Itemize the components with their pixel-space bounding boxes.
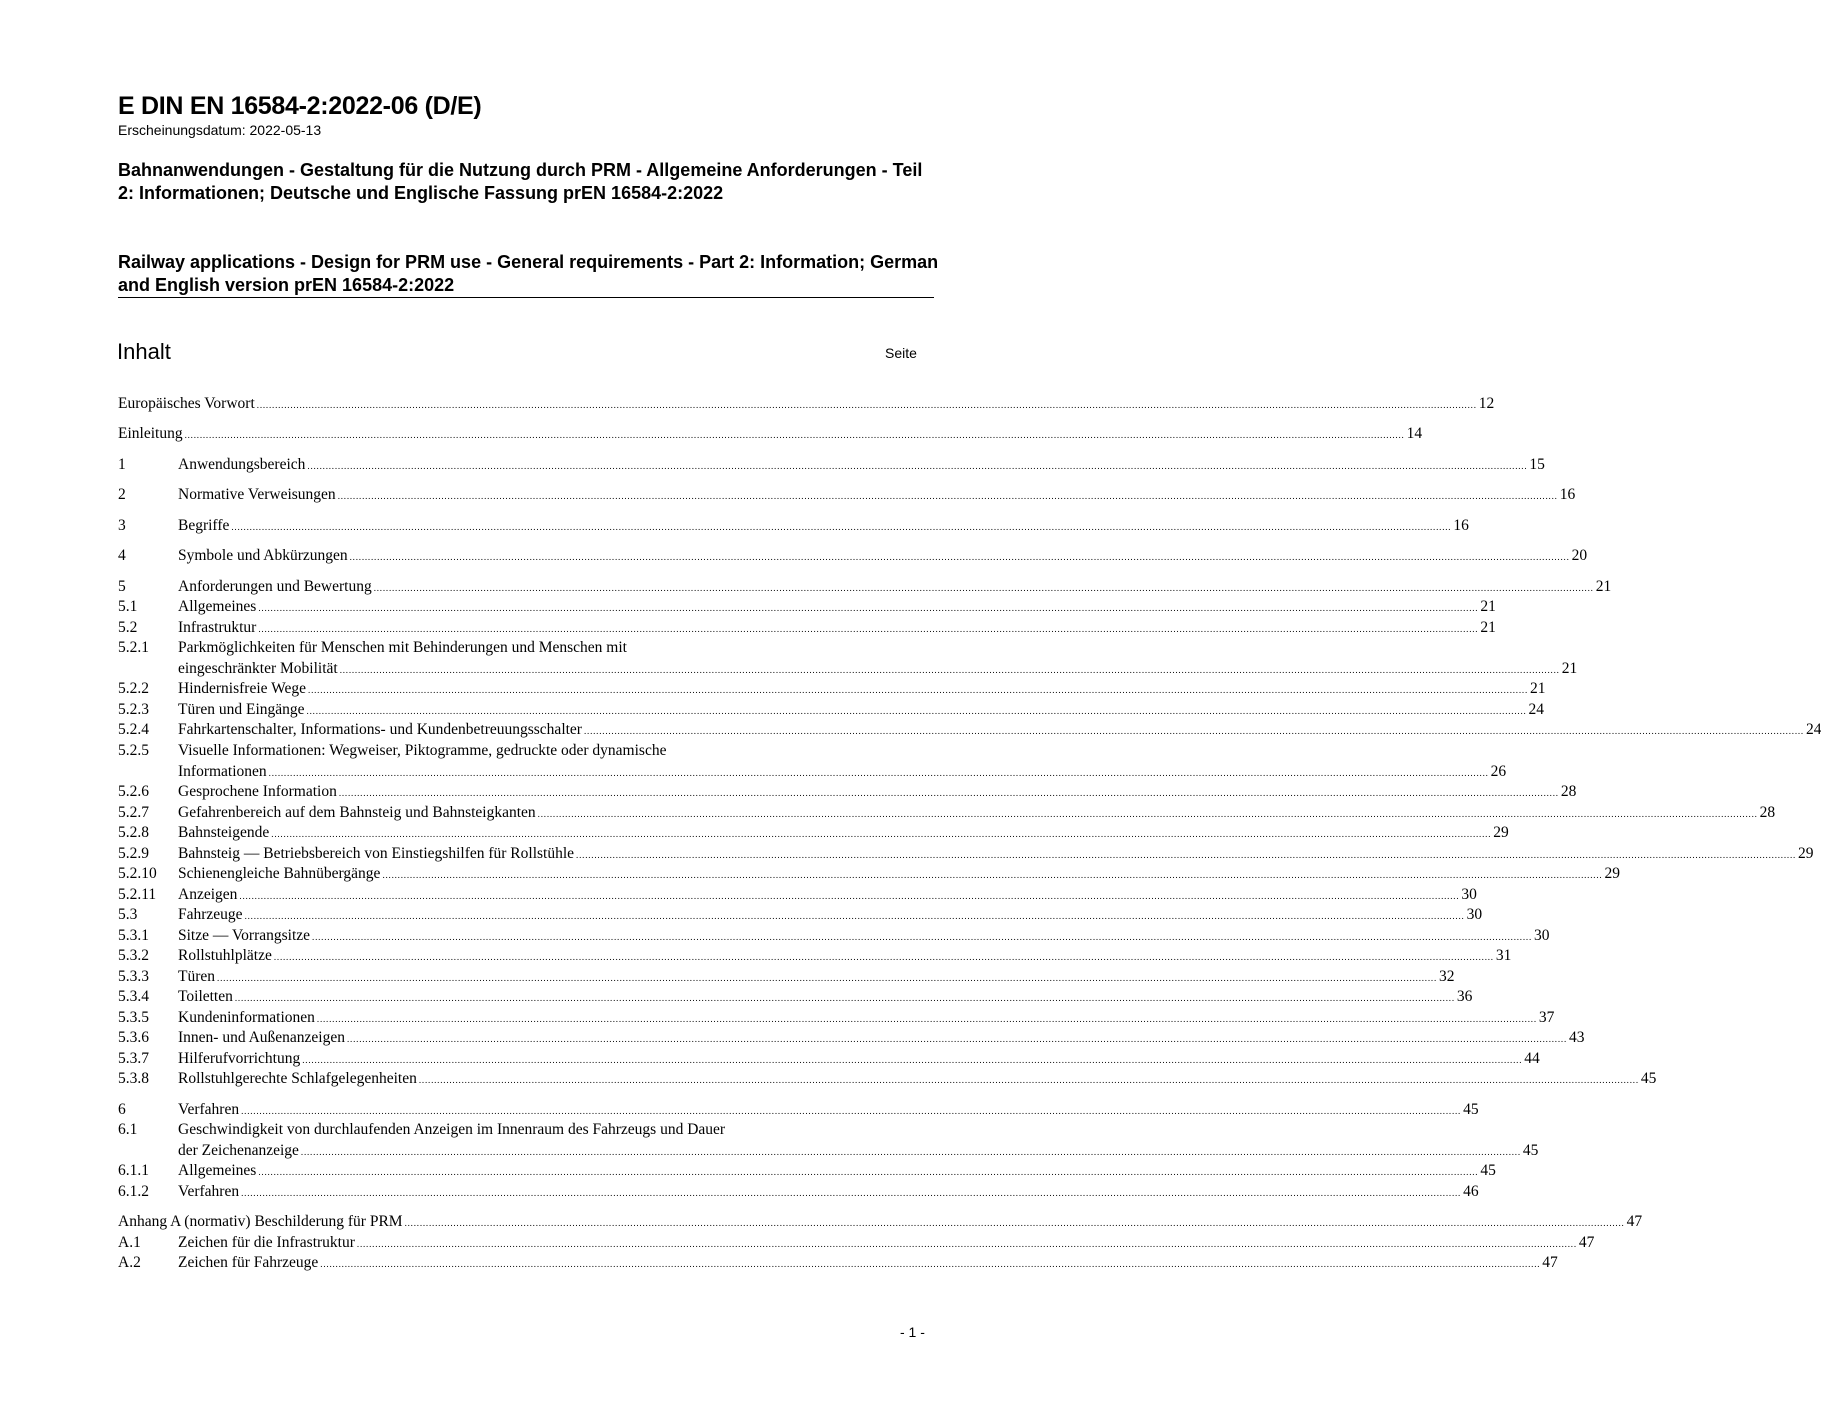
toc-entry[interactable] xyxy=(118,546,1588,567)
toc-entry-number: 5.2.2 xyxy=(118,680,149,697)
title-english: Railway applications - Design for PRM use - General requirements - Part 2: Information; German and English version prEN 16584-2:2022 xyxy=(118,252,939,295)
toc-entry-title: Visuelle Informationen: Wegweiser, Piktogramme, gedruckte oder dynamische xyxy=(178,742,667,759)
toc-entry-number: 1 xyxy=(118,456,126,473)
toc-entry-number: 5.3.7 xyxy=(118,1050,149,1067)
toc-entry-title: Allgemeines xyxy=(178,1162,257,1179)
toc-dot-leader: ................................................................................................................................................................................................................................................................................................................................................................................................................ xyxy=(316,1014,1537,1024)
toc-entry-number: 5.2.4 xyxy=(118,721,149,738)
toc-entry[interactable] xyxy=(118,455,1545,476)
toc-entry-title: Europäisches Vorwort xyxy=(118,395,255,412)
toc-entry-page: 31 xyxy=(1495,947,1512,964)
toc-entry[interactable] xyxy=(118,926,1550,947)
toc-dot-leader: ................................................................................................................................................................................................................................................................................................................................................................................................................ xyxy=(258,603,1479,613)
toc-entry[interactable] xyxy=(118,1212,1643,1233)
toc-entry-title: Anforderungen und Bewertung xyxy=(178,578,372,595)
toc-entry[interactable] xyxy=(118,1253,1558,1274)
toc-entry[interactable] xyxy=(118,946,1512,967)
document-id: E DIN EN 16584-2:2022-06 (D/E) xyxy=(118,92,482,120)
toc-entry[interactable] xyxy=(118,1008,1555,1029)
toc-entry-page: 21 xyxy=(1480,619,1496,636)
toc-entry-title: Anzeigen xyxy=(178,886,238,903)
toc-entry-number: 5.1 xyxy=(118,598,138,615)
toc-entry-page: 30 xyxy=(1461,886,1477,903)
toc-dot-leader: ................................................................................................................................................................................................................................................................................................................................................................................................................ xyxy=(338,788,1559,798)
toc-entry[interactable] xyxy=(118,577,1612,598)
toc-entry-number: 4 xyxy=(118,547,126,564)
toc-entry-page: 26 xyxy=(1490,762,1507,780)
publication-date: Erscheinungsdatum: 2022-05-13 xyxy=(118,122,322,138)
toc-entry[interactable] xyxy=(118,1028,1585,1049)
toc-entry-page: 16 xyxy=(1559,486,1576,503)
toc-entry[interactable] xyxy=(118,967,1455,988)
toc-heading: Inhalt xyxy=(117,339,171,364)
toc-entry[interactable] xyxy=(118,885,1477,906)
toc-entry-page: 30 xyxy=(1534,927,1550,944)
toc-entry-page: 45 xyxy=(1463,1101,1479,1118)
toc-entry[interactable] xyxy=(118,1182,1479,1203)
toc-dot-leader: ................................................................................................................................................................................................................................................................................................................................................................................................................ xyxy=(312,932,1533,942)
toc-entry-title: Schienengleiche Bahnübergänge xyxy=(178,865,381,882)
toc-entry-page: 36 xyxy=(1456,988,1473,1005)
toc-entry-page: 21 xyxy=(1595,578,1612,595)
toc-dot-leader: ................................................................................................................................................................................................................................................................................................................................................................................................................ xyxy=(339,664,1560,675)
toc-entry-title: Türen xyxy=(178,968,216,985)
toc-dot-leader: ................................................................................................................................................................................................................................................................................................................................................................................................................ xyxy=(231,522,1452,532)
toc-entry-page: 28 xyxy=(1560,783,1577,800)
toc-entry[interactable] xyxy=(118,700,1545,721)
toc-entry-number: 5.2.10 xyxy=(118,865,157,882)
toc-entry[interactable] xyxy=(118,864,1620,885)
toc-dot-leader: ................................................................................................................................................................................................................................................................................................................................................................................................................ xyxy=(302,1055,1523,1065)
toc-entry-page: 47 xyxy=(1578,1234,1595,1251)
toc-entry-title: Verfahren xyxy=(178,1101,240,1118)
toc-entry-page: 47 xyxy=(1626,1213,1643,1230)
toc-entry-page: 24 xyxy=(1805,721,1821,738)
toc-dot-leader: ................................................................................................................................................................................................................................................................................................................................................................................................................ xyxy=(241,1188,1462,1198)
toc-dot-leader: ................................................................................................................................................................................................................................................................................................................................................................................................................ xyxy=(356,1239,1577,1249)
toc-entry-number: 5.3.2 xyxy=(118,947,149,964)
toc-entry-number: 5.3.8 xyxy=(118,1070,149,1087)
toc-dot-leader: ................................................................................................................................................................................................................................................................................................................................................................................................................ xyxy=(382,870,1603,880)
toc-entry[interactable] xyxy=(118,1069,1657,1090)
toc-entry-page: 45 xyxy=(1640,1070,1657,1087)
toc-entry-title-continuation: eingeschränkter Mobilität xyxy=(178,659,338,677)
toc-entry-title: Gefahrenbereich auf dem Bahnsteig und Bahnsteigkanten xyxy=(178,804,536,821)
toc-dot-leader: ................................................................................................................................................................................................................................................................................................................................................................................................................ xyxy=(320,1259,1541,1269)
toc-dot-leader: ................................................................................................................................................................................................................................................................................................................................................................................................................ xyxy=(244,911,1465,921)
toc-entry-title: Verfahren xyxy=(178,1183,240,1200)
toc-entry-page: 28 xyxy=(1759,804,1776,821)
toc-entry-title: Toiletten xyxy=(178,988,233,1005)
toc-entry-page: 47 xyxy=(1542,1254,1558,1271)
toc-entry-number: A.2 xyxy=(118,1254,141,1271)
toc-entry[interactable] xyxy=(118,597,1496,618)
toc-entry[interactable] xyxy=(118,424,1423,445)
toc-entry-page: 24 xyxy=(1528,701,1545,718)
toc-entry-title: Zeichen für Fahrzeuge xyxy=(178,1254,319,1271)
toc-entry-number: 2 xyxy=(118,486,126,503)
toc-entry[interactable] xyxy=(118,1161,1496,1182)
toc-entry-title: Normative Verweisungen xyxy=(178,486,336,503)
toc-entry-number: 5.2.5 xyxy=(118,742,149,759)
toc-entry-title: Begriffe xyxy=(178,517,230,534)
toc-entry-title-continuation: Informationen xyxy=(178,762,267,780)
toc-entry-page: 45 xyxy=(1522,1141,1539,1159)
toc-dot-leader: ................................................................................................................................................................................................................................................................................................................................................................................................................ xyxy=(271,829,1492,839)
toc-entry-title: Rollstuhlplätze xyxy=(178,947,272,964)
toc-dot-leader: ................................................................................................................................................................................................................................................................................................................................................................................................................ xyxy=(217,973,1438,983)
toc-dot-leader: ................................................................................................................................................................................................................................................................................................................................................................................................................ xyxy=(347,1034,1567,1044)
toc-entry[interactable] xyxy=(118,987,1473,1008)
toc-dot-leader: ................................................................................................................................................................................................................................................................................................................................................................................................................ xyxy=(234,993,1455,1003)
toc-entry-page: 29 xyxy=(1798,845,1814,862)
toc-entry-title: Einleitung xyxy=(118,425,183,442)
toc-dot-leader: ................................................................................................................................................................................................................................................................................................................................................................................................................ xyxy=(268,767,1489,778)
toc-entry-title: Infrastruktur xyxy=(178,619,257,636)
toc-entry[interactable] xyxy=(118,394,1495,415)
toc-entry-page: 29 xyxy=(1604,865,1620,882)
toc-entry[interactable] xyxy=(118,679,1546,700)
title-german: Bahnanwendungen - Gestaltung für die Nutzung durch PRM - Allgemeine Anforderungen - Teil 2: Informationen; Deutsche und Englische Fassung prEN 16584-2:2022 xyxy=(118,160,923,203)
toc-entry-number: 3 xyxy=(118,517,126,534)
toc-dot-leader: ................................................................................................................................................................................................................................................................................................................................................................................................................ xyxy=(308,685,1529,695)
toc-entry-number: 5.2.3 xyxy=(118,701,149,718)
toc-entry-number: 5.3.6 xyxy=(118,1029,149,1046)
toc-entry-page: 20 xyxy=(1571,547,1588,564)
toc-entry-page: 43 xyxy=(1569,1029,1585,1046)
toc-dot-leader: ................................................................................................................................................................................................................................................................................................................................................................................................................ xyxy=(256,400,1477,410)
toc-dot-leader: ................................................................................................................................................................................................................................................................................................................................................................................................................ xyxy=(576,850,1797,860)
header-rule xyxy=(118,297,934,298)
toc-entry-page: 32 xyxy=(1439,968,1455,985)
toc-dot-leader: ................................................................................................................................................................................................................................................................................................................................................................................................................ xyxy=(300,1146,1521,1157)
toc-entry-title: Innen- und Außenanzeigen xyxy=(178,1029,345,1046)
toc-entry-number: 5.2.8 xyxy=(118,824,149,841)
toc-entry-title: Kundeninformationen xyxy=(178,1009,315,1026)
toc-dot-leader: ................................................................................................................................................................................................................................................................................................................................................................................................................ xyxy=(537,809,1758,819)
toc-entry[interactable] xyxy=(118,1120,1539,1161)
toc-entry-title: Fahrkartenschalter, Informations- und Kundenbetreuungsschalter xyxy=(178,721,582,738)
toc-entry-number: 5.3.5 xyxy=(118,1009,149,1026)
toc-entry-title: Anhang A (normativ) Beschilderung für PRM xyxy=(118,1213,403,1230)
toc-dot-leader: ................................................................................................................................................................................................................................................................................................................................................................................................................ xyxy=(337,491,1558,501)
toc-entry-number: 6.1.2 xyxy=(118,1183,149,1200)
toc-entry-number: 5.2.1 xyxy=(118,639,149,656)
toc-entry-page: 21 xyxy=(1530,680,1546,697)
toc-dot-leader: ................................................................................................................................................................................................................................................................................................................................................................................................................ xyxy=(583,726,1804,736)
toc-dot-leader: ................................................................................................................................................................................................................................................................................................................................................................................................................ xyxy=(418,1075,1639,1085)
toc-entry-number: A.1 xyxy=(118,1234,141,1251)
toc-entry-title: Zeichen für die Infrastruktur xyxy=(178,1234,355,1251)
toc-entry-number: 5.2.9 xyxy=(118,845,149,862)
toc-entry[interactable] xyxy=(118,823,1509,844)
toc-entry-title: Gesprochene Information xyxy=(178,783,337,800)
toc-entry-page: 45 xyxy=(1480,1162,1496,1179)
toc-entry-title: Bahnsteig — Betriebsbereich von Einstiegshilfen für Rollstühle xyxy=(178,845,575,862)
toc-entry[interactable] xyxy=(118,1100,1479,1121)
toc-entry-title: Parkmöglichkeiten für Menschen mit Behinderungen und Menschen mit xyxy=(178,639,627,656)
toc-entry[interactable] xyxy=(118,516,1469,537)
toc-entry-number: 5.2.7 xyxy=(118,804,149,821)
toc-entry-page: 44 xyxy=(1524,1050,1540,1067)
toc-entry-title: Hilferufvorrichtung xyxy=(178,1050,301,1067)
toc-entry[interactable] xyxy=(118,905,1483,926)
toc-entry-number: 5.3.1 xyxy=(118,927,149,944)
toc-entry-number: 6 xyxy=(118,1101,126,1118)
toc-entry-number: 5 xyxy=(118,578,126,595)
toc-entry-title: Bahnsteigende xyxy=(178,824,270,841)
toc-dot-leader: ................................................................................................................................................................................................................................................................................................................................................................................................................ xyxy=(273,952,1494,962)
toc-entry-page: 21 xyxy=(1561,659,1578,677)
toc-page-label: Seite xyxy=(885,345,917,361)
toc-entry-page: 29 xyxy=(1493,824,1509,841)
toc-entry-title: Allgemeines xyxy=(178,598,257,615)
toc-dot-leader: ................................................................................................................................................................................................................................................................................................................................................................................................................ xyxy=(404,1218,1625,1228)
toc-entry-title: Rollstuhlgerechte Schlafgelegenheiten xyxy=(178,1070,417,1087)
toc-entry[interactable] xyxy=(118,844,1814,865)
page-number: - 1 - xyxy=(900,1324,925,1340)
toc-entry-page: 16 xyxy=(1453,517,1469,534)
toc-entry-title: Geschwindigkeit von durchlaufenden Anzeigen im Innenraum des Fahrzeugs und Dauer xyxy=(178,1121,726,1138)
toc-dot-leader: ................................................................................................................................................................................................................................................................................................................................................................................................................ xyxy=(239,891,1460,901)
toc-dot-leader: ................................................................................................................................................................................................................................................................................................................................................................................................................ xyxy=(306,706,1527,716)
toc-entry-number: 6.1 xyxy=(118,1121,138,1138)
toc-dot-leader: ................................................................................................................................................................................................................................................................................................................................................................................................................ xyxy=(373,583,1594,593)
toc-dot-leader: ................................................................................................................................................................................................................................................................................................................................................................................................................ xyxy=(307,461,1528,471)
toc-entry-number: 6.1.1 xyxy=(118,1162,149,1179)
toc-entry[interactable] xyxy=(118,1049,1540,1070)
toc-entry-number: 5.2.11 xyxy=(118,886,157,903)
toc-entry-page: 12 xyxy=(1478,395,1495,412)
toc-entry-page: 21 xyxy=(1480,598,1496,615)
toc-dot-leader: ................................................................................................................................................................................................................................................................................................................................................................................................................ xyxy=(241,1106,1462,1116)
toc-entry-title: Hindernisfreie Wege xyxy=(178,680,307,697)
toc-entry[interactable] xyxy=(118,618,1496,639)
toc-entry-title: Türen und Eingänge xyxy=(178,701,305,718)
toc-entry-number: 5.2.6 xyxy=(118,783,149,800)
toc-dot-leader: ................................................................................................................................................................................................................................................................................................................................................................................................................ xyxy=(258,624,1479,634)
toc-entry-number: 5.3.4 xyxy=(118,988,149,1005)
toc-entry-title: Fahrzeuge xyxy=(178,906,243,923)
toc-entry[interactable] xyxy=(118,782,1577,803)
toc-entry-number: 5.2 xyxy=(118,619,138,636)
toc-entry-number: 5.3 xyxy=(118,906,138,923)
toc-entry-page: 15 xyxy=(1529,456,1545,473)
toc-dot-leader: ................................................................................................................................................................................................................................................................................................................................................................................................................ xyxy=(349,552,1570,562)
toc-entry-title: Anwendungsbereich xyxy=(178,456,306,473)
toc-entry-number: 5.3.3 xyxy=(118,968,149,985)
toc-entry-title: Symbole und Abkürzungen xyxy=(178,547,348,564)
toc-dot-leader: ................................................................................................................................................................................................................................................................................................................................................................................................................ xyxy=(184,430,1405,440)
toc-dot-leader: ................................................................................................................................................................................................................................................................................................................................................................................................................ xyxy=(258,1167,1479,1177)
toc-entry[interactable] xyxy=(118,638,1578,679)
toc-entry[interactable] xyxy=(118,720,1821,741)
toc-entry[interactable] xyxy=(118,485,1576,506)
toc-entry[interactable] xyxy=(118,1233,1595,1254)
toc-entry-page: 30 xyxy=(1466,906,1483,923)
toc-entry-title-continuation: der Zeichenanzeige xyxy=(178,1141,299,1159)
toc-entry-page: 14 xyxy=(1406,425,1423,442)
toc-entry-title: Sitze — Vorrangsitze xyxy=(178,927,311,944)
toc-entry-page: 46 xyxy=(1463,1183,1479,1200)
toc-entry[interactable] xyxy=(118,741,1507,782)
toc-entry-page: 37 xyxy=(1538,1009,1555,1026)
toc-entry[interactable] xyxy=(118,803,1776,824)
